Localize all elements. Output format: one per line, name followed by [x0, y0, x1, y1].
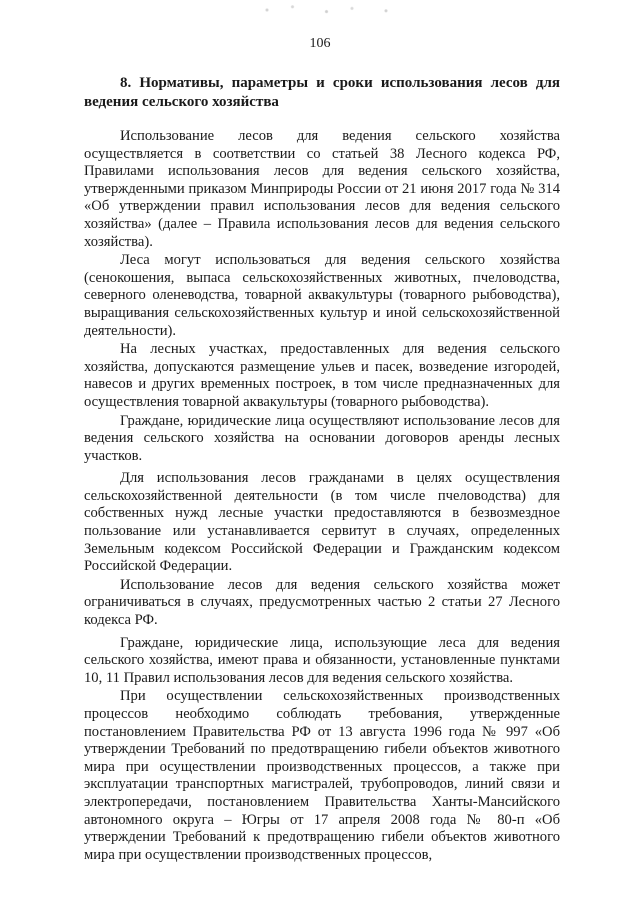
paragraph-rights-duties: Граждане, юридические лица, использующие леса для ведения сельского хозяйства, имеют права и обязанности, установленные пунктами 10, 11 Правил использования лесов для ведения сельского хозяйства.: [84, 634, 560, 686]
paragraph-free-use: Для использования лесов гражданами в целях осуществления сельскохозяйственной деятельности (в том числе пчеловодства) для собственных нужд лесные участки предоставляются в безвозмездное пользование или устанавливается сервитут в случаях, определенных Земельным кодексом Российской Федерации и Гражданским кодексом Российской Федерации.: [84, 470, 560, 575]
paragraph-lease-basis: Граждане, юридические лица осуществляют использование лесов для ведения сельского хозяйства на основании договоров аренды лесных участков.: [84, 412, 560, 464]
section-heading: [84, 74, 560, 112]
paragraph-animal-protection: При осуществлении сельскохозяйственных производственных процессов необходимо соблюдать требования, утвержденные постановлением Правительства РФ от 13 августа 1996 года № 997 «Об утверждении Требований по предотвращению гибели объектов животного мира при осуществлении производственных процессов, а также при эксплуатации транспортных магистралей, трубопроводов, линий связи и электропередачи, постановлением Правительства Ханты-Мансийского автономного округа – Югры от 17 апреля 2008 года № 80-п «Об утверждении Требований к предотвращению гибели объектов животного мира при осуществлении производственных процессов,: [84, 688, 560, 863]
section-heading-line-1: 8. Нормативы, параметры и сроки использования лесов для: [120, 75, 560, 91]
page-number: 106: [309, 36, 331, 51]
paragraph-forest-uses: Леса могут использоваться для ведения сельского хозяйства (сенокошения, выпаса сельскохозяйственных животных, пчеловодства, северного оленеводства, товарной аквакультуры (товарного рыбоводства), выращивания сельскохозяйственных культур и иной сельскохозяйственной деятельности).: [84, 252, 560, 339]
document-body: [84, 128, 560, 864]
paragraph-permitted-structures: На лесных участках, предоставленных для ведения сельского хозяйства, допускаются размещение ульев и пасек, возведение изгородей, навесов и других временных построек, в том числе предназначенных для осуществления товарной аквакультуры (товарного рыбоводства).: [84, 341, 560, 410]
scan-artifact: [250, 2, 420, 18]
section-heading-line-2: ведения сельского хозяйства: [84, 94, 279, 110]
paragraph-restrictions: Использование лесов для ведения сельского хозяйства может ограничиваться в случаях, предусмотренных частью 2 статьи 27 Лесного кодекса РФ.: [84, 576, 560, 629]
paragraph-legal-basis: Использование лесов для ведения сельского хозяйства осуществляется в соответствии со статьей 38 Лесного кодекса РФ, Правилами использования лесов для ведения сельского хозяйства, утвержденными приказом Минприроды России от 21 июня 2017 года № 314 «Об утверждении правил использования лесов для ведения сельского хозяйства» (далее – Правила использования лесов для ведения сельского хозяйства).: [84, 128, 560, 250]
